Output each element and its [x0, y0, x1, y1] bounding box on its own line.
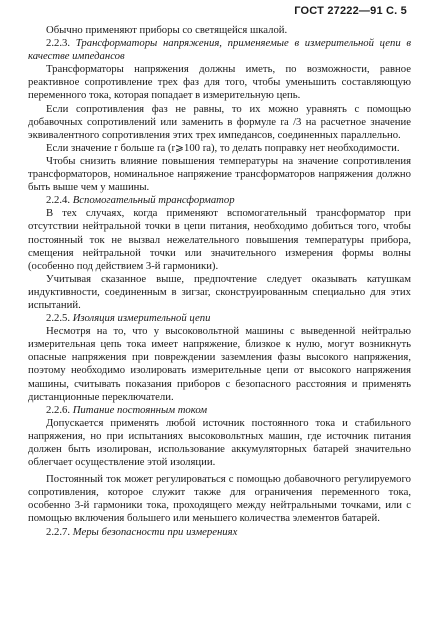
- section-number: 2.2.5.: [46, 312, 71, 325]
- paragraph: [28, 24, 411, 37]
- paragraph: [28, 207, 411, 272]
- section-heading: [28, 312, 411, 325]
- document-body: [28, 24, 411, 539]
- paragraph-text: Постоянный ток может регулироваться с помощью добавочного регулируемого сопротивления, которое служит также для ограничения переменного тока, особенно 3-й гармоники тока, проходящего между нейтральными точками, или с помощью включения большего или меньшего количества элементов батарей.: [28, 473, 411, 525]
- paragraph: [28, 473, 411, 525]
- paragraph: [28, 142, 411, 155]
- page-header: ГОСТ 27222—91 С. 5: [294, 5, 407, 17]
- section-title: Трансформаторы напряжения, применяемые в измерительной цепи в качестве импедансов: [28, 37, 412, 63]
- paragraph: [28, 273, 411, 312]
- section-heading: [28, 194, 411, 207]
- paragraph-text: Учитывая сказанное выше, предпочтение следует оказывать катушкам индуктивности, соединенным в зигзаг, сконструированным специально для этих испытаний.: [28, 272, 411, 311]
- paragraph: [28, 325, 411, 404]
- section-title: Вспомогательный трансформатор: [72, 194, 235, 207]
- section-number: 2.2.4.: [46, 194, 71, 207]
- section-title: Питание постоянным током: [72, 403, 208, 416]
- paragraph: [28, 417, 411, 469]
- paragraph: [28, 155, 411, 194]
- paragraph-text: Если значение r больше rа (r⩾100 rа), то делать поправку нет необходимости.: [46, 141, 400, 154]
- paragraph-text: Допускается применять любой источник постоянного тока и стабильного напряжения, но при испытаниях высоковольтных машин, где источник питания должен быть изолирован, использование аккумуляторных батарей значительно облегчает осуществление этой изоляции.: [28, 416, 411, 469]
- section-number: 2.2.3.: [46, 37, 71, 50]
- paragraph-text: Трансформаторы напряжения должны иметь, по возможности, равное реактивное сопротивление трех фаз для того, чтобы уменьшить составляющую переменного тока, которая попадает в измерительную цепь.: [28, 63, 411, 102]
- paragraph-text: Обычно применяют приборы со светящейся шкалой.: [46, 24, 288, 36]
- paragraph-text: В тех случаях, когда применяют вспомогательный трансформатор при отсутствии нейтральной точки в цепи питания, необходимо добиться того, чтобы постоянный ток не вызвал нежелательного повышения температуры прибора, смещения нейтральной точки или значительного измерения формы волны (особенно под действием 3-й гармоники).: [28, 207, 411, 272]
- paragraph-text: Чтобы снизить влияние повышения температуры на значение сопротивления трансформаторов, номинальное напряжение трансформаторов напряжения должно быть выше чем у машины.: [28, 154, 411, 194]
- section-heading: [28, 404, 411, 417]
- paragraph-text: Несмотря на то, что у высоковольтной машины с выведенной нейтралью измерительная цепь тока имеет напряжение, близкое к нулю, могут возникнуть опасные напряжения при повреждении заземления фазы высокого напряжения, поэтому необходимо изолировать измерительные цепи от высокого напряжения машины, считывать показания приборов с безопасного расстояния и применять дистанционные переключатели.: [28, 325, 411, 403]
- section-number: 2.2.6.: [46, 403, 71, 416]
- section-heading: [28, 37, 411, 63]
- section-title: Меры безопасности при измерениях: [72, 525, 238, 538]
- paragraph: [28, 103, 411, 142]
- section-title: Изоляция измерительной цепи: [72, 312, 211, 325]
- paragraph: [28, 63, 411, 102]
- paragraph-text: Если сопротивления фаз не равны, то их можно уравнять с помощью добавочных сопротивлений или заменить в формуле rа /3 на расчетное значение эквивалентного сопротивления этих трех импедансов, соединенных параллельно.: [28, 102, 411, 141]
- section-number: 2.2.7.: [46, 525, 71, 538]
- section-heading: [28, 526, 411, 539]
